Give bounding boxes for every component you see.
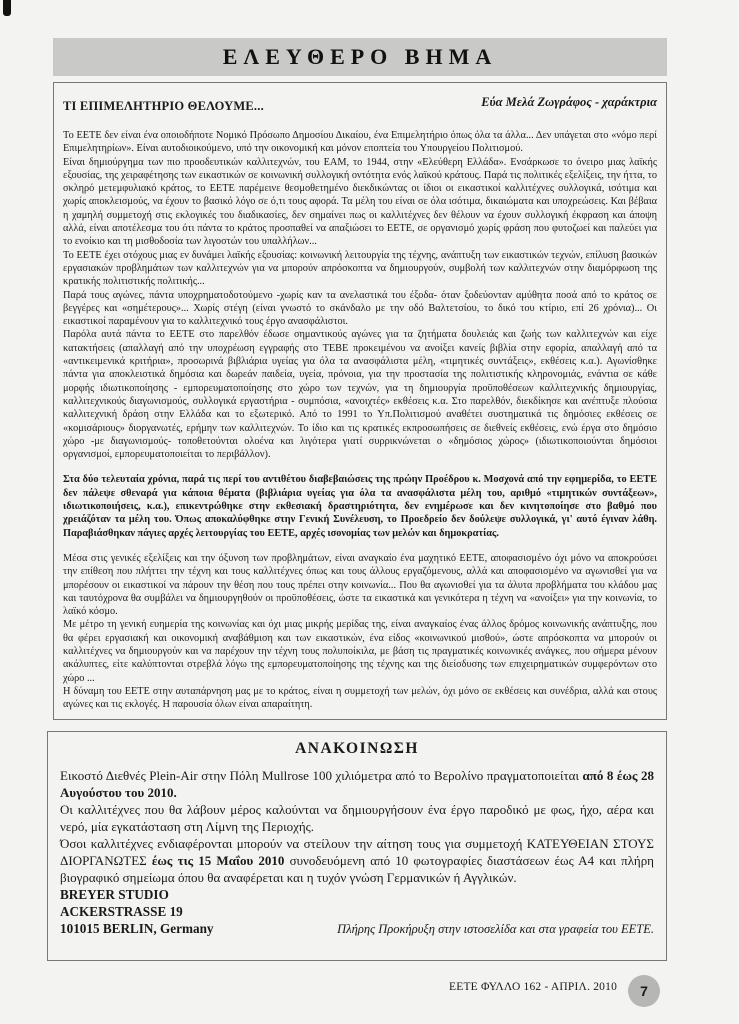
- article-paragraph: Παρόλα αυτά πάντα το ΕΕΤΕ στο παρελθόν έδωσε σημαντικούς αγώνες για τα ζητήματα δουλειάς και ζωής των καλλιτεχνών και είχε κατακτήσεις (απαλλαγή από την υποχρέωση εγγραφής στο ΤΕΒΕ προκειμένου να ανοίξει κανείς βιβλία στην εφορία, απαλλαγή από τα «αντικειμενικά κριτήρια», προσωρινά βιβλιάρια υγείας για όλα τα ανασφάλιστα μέλη, «τιμητικές συντάξεις», εκθέσεις κ.α.). Αγωνίσθηκε πάντα για αποκλειστικά δημόσια και δωρεάν παιδεία, υγεία, πρόνοια, για την προστασία της πολιτιστικής κληρονομιάς, ενάντια σε κάθε μορφής ιδιωτικοποίησης - εμπορευματοποίησης στο χώρο των τεχνών, για τη δημιουργία προϋποθέσεων καλλιτεχνικής δημιουργίας, καλλιτεχνικούς διαγωνισμούς, συλλογικά εργαστήρια - συμπόσια, «ανοιχτές» εκθέσεις κ.α. Στο παρελθόν, διεκδίκησε και ανέπτυξε πλούσια καλλιτεχνική δράση στην Ελλάδα και το εξωτερικό. Από το 1991 το Υπ.Πολιτισμού αναθέτει συστηματικά τις δημόσιες εκθέσεις σε «κομισάριους» διοργανωτές, ερήμην των καλλιτεχνών. Το ίδιο και τις κρατικές εκπροσωπήσεις σε διεθνείς εκθέσεις, ενώ έργα στο δημόσιο χώρο -με διαγωνισμούς- τοποθετούνται ολοένα και λιγότερα γιατί συρρικνώνεται ο «δημόσιος χώρος» (ιδιωτικοποιούνται δημόσιοι οργανισμοί, εμπορευματοποιείται το περιβάλλον).: [63, 329, 657, 461]
- article-paragraph: Η δύναμη του ΕΕΤΕ στην αυταπάρνηση μας με το κράτος, είναι η συμμετοχή των μελών, όχι μόνο σε εκθέσεις και συνέδρια, αλλά και στους αγώνες και τις εκλογές. Η παρουσία όλων είναι απαραίτητη.: [63, 685, 657, 711]
- announcement-title: ΑΝΑΚΟΙΝΩΣΗ: [295, 740, 419, 757]
- article-paragraph: Το ΕΕΤΕ δεν είναι ένα οποιοδήποτε Νομικό Πρόσωπο Δημοσίου Δικαίου, ένα Επιμελητήριο όπως όλα τα άλλα... Δεν υπάγεται στο «νόμο περί Επιμελητηρίων». Είναι αυτοδιοικούμενο, υπό την οικονομική και μόνον εποπτεία του Υπουργείου Πολιτισμού.: [63, 130, 657, 155]
- address-block: [60, 886, 654, 937]
- article-paragraph: Με μέτρο τη γενική ευημερία της κοινωνίας και όχι μιας μικρής μερίδας της, είναι αναγκαίος ένας άλλος δρόμος κοινωνικής ανάπτυξης, που θα φέρει εργασιακή και οικονομική αναβάθμιση και των εικαστικών, ένα είδος «κοινωνικού μισθού», ώστε απρόσκοπτα να μπορούν οι καλλιτέχνες να δημιουργούν και να παρέχουν την τέχνη τους πολυποίκιλα, με βάση τις πραγματικές κοινωνικές ανάγκες, που σήμερα μένουν ακάλυπτες, είτε καλύπτονται στρεβλά λόγω της εμπορευματοποίησης της τέχνης και της διείσδυσης των επιχειρηματικών συμφερόντων στο χώρο ...: [63, 619, 657, 684]
- article-bold-paragraph: Στα δύο τελευταία χρόνια, παρά τις περί του αντιθέτου διαβεβαιώσεις της πρώην Προέδρου κ. Μοσχονά από την εφημερίδα, το ΕΕΤΕ δεν πάλεψε σθεναρά για κάποια θέματα (βιβλιάρια υγείας για όλα τα ανασφάλιστα μέλη του, αριθμό «τιμητικών συντάξεων», ιδιωτικοποιήσεις, κ.α.), επικεντρώθηκε στην εκθεσιακή δραστηριότητα, δεν ενημέρωσε και δεν κινητοποίησε στο βαθμό που χρειάζόταν τα μέλη του. Όπως αποκαλύφθηκε στην Γενική Συνέλευση, το Προεδρείο δεν δούλεψε συλλογικά, γι' αυτό έγιναν λάθη. Παραβιάσθηκαν πάγιες αρχές λειτουργίας του ΕΕΤΕ, αρχές ισονομίας των μελών και δημοκρατίας.: [63, 474, 657, 539]
- announcement-text: συνοδευόμενη από 10 φωτογραφίες διαστάσεων έως Α4 και πλήρη βιογραφικό σημείωμα όπου θα αναφέρεται και η τυχόν γνώση Γερμανικών ή Αγγλικών.: [60, 853, 654, 885]
- announcement-note: Πλήρης Προκήρυξη στην ιστοσελίδα και στα γραφεία του ΕΕΤΕ.: [337, 922, 654, 936]
- article-paragraph: Το ΕΕΤΕ έχει στόχους μιας εν δυνάμει λαϊκής εξουσίας: κοινωνική λειτουργία της τέχνης, ανάπτυξη των εικαστικών τεχνών, επίλυση βασικών εργασιακών προβλημάτων των καλλιτεχνών για να μπορούν απρόσκοπτα να δημιουργούν, συμβολή των καλλιτεχνών στην διαμόρφωση της κρατικής πολιτιστικής πολιτικής...: [63, 249, 657, 288]
- announcement-deadline: έως τις 15 Μαΐου 2010: [151, 853, 285, 868]
- address-line: 101015 BERLIN, Germany: [60, 921, 214, 936]
- article-author: Εύα Μελά Ζωγράφος - χαράκτρια: [481, 95, 657, 109]
- announcement-paragraph: Οι καλλιτέχνες που θα λάβουν μέρος καλούνται να δημιουργήσουν ένα έργο παροδικό με φως, ήχο, αέρα και νερό, μία εγκατάσταση στη Λίμνη της Περιοχής.: [60, 802, 654, 834]
- announcement-paragraph: Εικοστό Διεθνές Plein-Air στην Πόλη Mullrose 100 χιλιόμετρα από το Βερολίνο πραγματοποιείται από 8 έως 28 Αυγούστου του 2010.: [60, 768, 654, 800]
- address-line: BREYER STUDIO: [60, 887, 169, 902]
- corner-mark: [3, 0, 11, 16]
- footer-issue: ΕΕΤΕ ΦΥΛΛΟ 162 - ΑΠΡΙΛ. 2010: [449, 981, 618, 993]
- section-banner: ΕΛΕΥΘΕΡΟ ΒΗΜΑ: [53, 38, 667, 76]
- article-paragraph: Είναι δημιούργημα των πιο προοδευτικών καλλιτεχνών, του ΕΑΜ, το 1944, στην «Ελεύθερη Ελλάδα». Ενσάρκωσε το όνειρο μιας λαϊκής εξουσίας, της χειραφέτησης των εικαστικών σε κοινωνική συλλογική οντότητα ενός λαϊκού κράτους. Παρά τις πολιτικές εξελίξεις, την ήττα, το σκληρό μετεμφυλιακό κράτος, το ΕΕΤΕ παρέμεινε θεσμοθετημένο διεκδικώντας οι ίδιοι οι εικαστικοί καλλιτέχνες συλλογικά, ισότιμα και χωρίς αποκλεισμούς, να έχουν το βασικό λόγο σε ό,τι τους αφορά. Τα μέλη του είναι σε όλα ισότιμα, δικαιώματα και υποχρεώσεις. Και βέβαια η χαμηλή συμμετοχή στις εκλογικές του διαδικασίες, δεν σημαίνει πως οι καλλιτέχνες δεν θέλουν να έχουν συλλογική έκφραση και άποψη αλλά, είναι αποτέλεσμα του ότι πάντα το κράτος προσπαθεί να απαξιώσει το ΕΕΤΕ, σε οργανισμό χωρίς φράση που φυτοζωεί και παλεύει για το ενοίκιο και τη μισθοδοσία των λιγοστών του υπαλλήλων...: [63, 156, 657, 248]
- address-line: ACKERSTRASSE 19: [60, 904, 183, 919]
- announcement-dates: από 8 έως 28 Αυγούστου του 2010: [60, 768, 654, 800]
- announcement-box: [47, 731, 667, 961]
- announcement-paragraph: [60, 835, 654, 886]
- article-box: [53, 82, 667, 720]
- announcement-text: Όσοι καλλιτέχνες ενδιαφέρονται μπορούν να στείλουν την αίτηση τους για συμμετοχή ΚΑΤΕΥΘΕΙΑΝ ΣΤΟΥΣ ΔΙΟΡΓΑΝΩΤΕΣ: [60, 836, 654, 868]
- announcement-text: Εικοστό Διεθνές Plein-Air στην Πόλη Mullrose 100 χιλιόμετρα από το Βερολίνο πραγματοποιείται: [60, 768, 583, 783]
- article-paragraph: Μέσα στις γενικές εξελίξεις και την όξυνση των προβλημάτων, είναι αναγκαίο ένα μαχητικό ΕΕΤΕ, αποφασισμένο όχι μόνο να αποκρούσει την επίθεση που πλήττει την τέχνη και τους καλλιτέχνες όπως και τους άλλους εργαζόμενους, αλλά και αποφασισμένο να αγωνισθεί για να μπορέσουν οι εικαστικοί να πάρουν την θέση που τους πρέπει στην κοινωνία... Που θα αγωνισθεί για τα άλυτα προβλήματα του κλάδου μας και ταυτόχρονα θα συμβάλει να δημιουργηθούν οι προϋποθέσεις, ώστε τα εικαστικά και γενικότερα η τέχνη να «ανοίξει» για την κοινωνία, το λαϊκό κόσμο.: [63, 552, 657, 618]
- page-number: 7: [628, 975, 660, 1007]
- article-header: [63, 93, 657, 119]
- article-title: ΤΙ ΕΠΙΜΕΛΗΤΗΡΙΟ ΘΕΛΟΥΜΕ...: [63, 99, 264, 113]
- article-paragraph: Παρά τους αγώνες, πάντα υποχρηματοδοτούμενο -χωρίς καν τα ανελαστικά του έξοδα- όταν ξοδεύονταν αμύθητα ποσά από το κράτος σε βεγγέρες και «σημέτερους»... Χωρίς στέγη (είναι γνωστό το σκάνδαλο με την οδό Βαλτετσίου, το δικό του κτίριο, επί 26 χρόνια)... Οι εικαστικοί παραμένουν για το καλλιτεχνικό τους έργο ανασφάλιστοι.: [63, 289, 657, 328]
